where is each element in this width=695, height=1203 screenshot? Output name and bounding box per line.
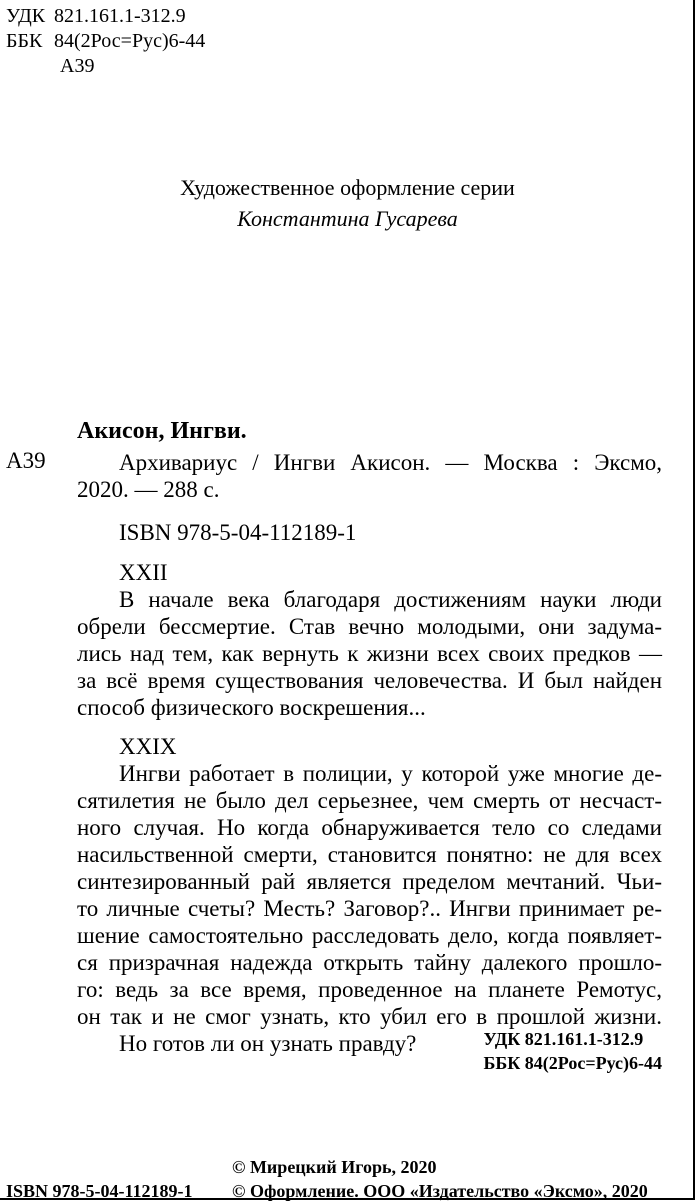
copyright-block [232, 1155, 648, 1203]
annotation-paragraph-1 [77, 586, 662, 721]
bottom-bbk: ББК 84(2Рос=Рус)6-44 [483, 1053, 662, 1073]
author-heading: Акисон, Ингви. [77, 418, 247, 444]
bib-line: Архивариус / Ингви Акисон. — Москва : Эксмо, [119, 450, 662, 475]
bibliographic-record [77, 449, 662, 503]
bottom-classification-codes [483, 1027, 662, 1075]
annotation-line: ного случая. Но когда обнаруживается тело со следами [77, 815, 662, 840]
century-label: XXII [119, 560, 168, 585]
annotation-line: лись над тем, как вернуть к жизни всех своих предков — [77, 641, 662, 666]
author-mark: А39 [6, 448, 46, 473]
annotation-line: В начале века благодаря достижениям науки люди [119, 587, 662, 612]
annotation-line: способ физического воскрешения... [77, 695, 426, 720]
design-credits [0, 172, 695, 234]
copyright-author: © Мирецкий Игорь, 2020 [232, 1157, 437, 1177]
annotation-line: Но готов ли он узнать правду? [119, 1031, 417, 1056]
annotation-line: шение самостоятельно расследовать дело, когда появляет- [77, 923, 662, 948]
udk-row [6, 4, 205, 29]
bib-line: 2020. — 288 с. [77, 477, 220, 502]
udk-label: УДК [6, 5, 46, 27]
isbn-footer: ISBN 978-5-04-112189-1 [6, 1181, 193, 1201]
annotation-paragraph-2 [77, 760, 662, 1057]
annotation-line: он так и не смог узнать, кто убил его в прошлой жизни. [77, 1004, 662, 1029]
udk-value: 821.161.1-312.9 [54, 5, 186, 27]
annotation-line: синтезированный рай является пределом мечтаний. Чьи- [77, 869, 662, 894]
credit-line: Художественное оформление серии [180, 175, 515, 200]
header-classification-codes [6, 4, 205, 79]
bbk-label: ББК [6, 30, 43, 52]
annotation-line: Ингви работает в полиции, у которой уже многие де- [119, 761, 662, 786]
bbk-row [6, 29, 205, 54]
annotation-line: за всё время существования человечества. И был найден [77, 668, 662, 693]
copyright-design: © Оформление. ООО «Издательство «Эксмо», 2020 [232, 1181, 648, 1201]
isbn: ISBN 978-5-04-112189-1 [119, 520, 357, 545]
bottom-udk: УДК 821.161.1-312.9 [483, 1029, 644, 1049]
annotation-line: ся призрачная надежда открыть тайну далекого прошло- [77, 950, 662, 975]
bbk-value: 84(2Рос=Рус)6-44 [54, 30, 206, 52]
annotation-line: то личные счеты? Месть? Заговор?.. Ингви принимает ре- [77, 896, 662, 921]
century-label: XXIX [119, 734, 177, 759]
annotation-line: обрели бессмертие. Став вечно молодыми, они задума- [77, 614, 662, 639]
credit-designer-name: Константина Гусарева [237, 206, 458, 231]
annotation-line: го: ведь за все время, проведенное на планете Ремотус, [77, 977, 662, 1002]
annotation-line: сятилетия не было дел серьезнее, чем смерть от несчаст- [77, 788, 662, 813]
author-mark-header: А39 [60, 55, 95, 77]
annotation-line: насильственной смерти, становится понятно: не для всех [77, 842, 662, 867]
